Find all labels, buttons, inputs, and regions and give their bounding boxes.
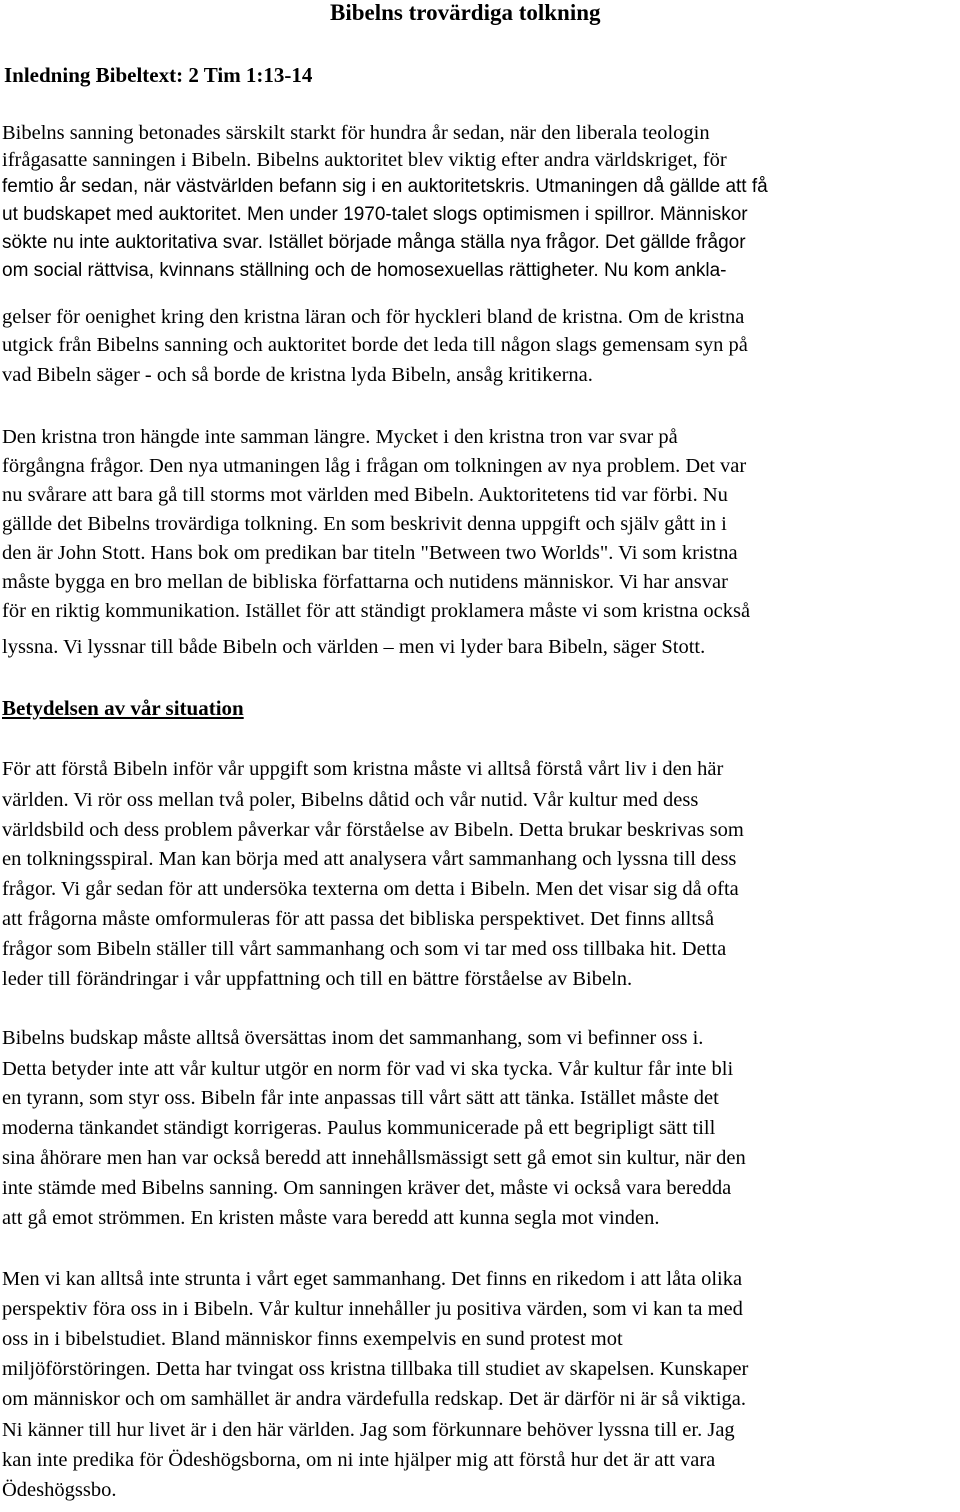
text-line: Bibelns sanning betonades särskilt starkt för hundra år sedan, när den liberala teologin: [2, 122, 710, 144]
text-line: femtio år sedan, när västvärlden befann sig i en auktoritetskris. Utmaningen då gällde att få: [2, 176, 768, 197]
text-line: frågor som Bibeln ställer till vårt sammanhang och som vi tar med oss tillbaka hit. Detta: [2, 938, 727, 960]
text-line: om människor och om samhället är andra värdefulla redskap. Det är därför ni är så viktiga.: [2, 1388, 746, 1410]
text-line: Men vi kan alltså inte strunta i vårt eget sammanhang. Det finns en rikedom i att låta olika: [2, 1268, 743, 1290]
text-line: sökte nu inte auktoritativa svar. Istället började många ställa nya frågor. Det gällde frågor: [2, 232, 746, 253]
text-line: en tolkningsspiral. Man kan börja med att analysera vårt sammanhang och lyssna till dess: [2, 848, 737, 870]
text-line: gelser för oenighet kring den kristna läran och för hyckleri bland de kristna. Om de kristna: [2, 306, 745, 328]
text-line: utgick från Bibelns sanning och auktoritet borde det leda till någon slags gemensam syn på: [2, 334, 748, 356]
document-title: Bibelns trovärdiga tolkning: [330, 0, 601, 25]
text-line: att gå emot strömmen. En kristen måste vara beredd att kunna segla mot vinden.: [2, 1207, 660, 1229]
text-line: För att förstå Bibeln inför vår uppgift som kristna måste vi alltså förstå vårt liv i den här: [2, 758, 724, 780]
text-line: gällde det Bibelns trovärdiga tolkning. En som beskrivit denna uppgift och själv gått in i: [2, 513, 727, 535]
section-heading-text: Betydelsen av vår situation: [2, 696, 244, 720]
text-line: sina åhörare men han var också beredd att innehållsmässigt sett gå emot sin kultur, när den: [2, 1147, 746, 1169]
text-line: inte stämde med Bibelns sanning. Om sanningen kräver det, måste vi också vara beredda: [2, 1177, 732, 1199]
text-line: ifrågasatte sanningen i Bibeln. Bibelns auktoritet blev viktig efter andra världskriget, för: [2, 149, 727, 171]
text-line: moderna tänkandet ständigt korrigeras. Paulus kommunicerade på ett begripligt sätt till: [2, 1117, 716, 1139]
text-line: kan inte predika för Ödeshögsborna, om ni inte hjälper mig att förstå hur det är att vara: [2, 1449, 716, 1471]
text-line: en tyrann, som styr oss. Bibeln får inte anpassas till vårt sätt att tänka. Istället måste det: [2, 1087, 719, 1109]
text-line: nu svårare att bara gå till storms mot världen med Bibeln. Auktoritetens tid var förbi. Nu: [2, 484, 728, 506]
text-line: att frågorna måste omformuleras för att passa det bibliska perspektivet. Det finns alltså: [2, 908, 715, 930]
text-line: frågor. Vi går sedan för att undersöka texterna om detta i Bibeln. Men det visar sig då ofta: [2, 878, 739, 900]
text-line: världen. Vi rör oss mellan två poler, Bibelns dåtid och vår nutid. Vår kultur med dess: [2, 789, 699, 811]
text-line: Den kristna tron hängde inte samman längre. Mycket i den kristna tron var svar på: [2, 426, 678, 448]
text-line: perspektiv föra oss in i Bibeln. Vår kultur innehåller ju positiva värden, som vi kan ta med: [2, 1298, 743, 1320]
text-line: måste bygga en bro mellan de bibliska författarna och nutidens människor. Vi har ansvar: [2, 571, 728, 593]
section-heading: [2, 694, 244, 722]
text-line: den är John Stott. Hans bok om predikan bar titeln "Between two Worlds". Vi som kristna: [2, 542, 738, 564]
text-line: oss in i bibelstudiet. Bland människor finns exempelvis en sund protest mot: [2, 1328, 623, 1350]
text-line: Detta betyder inte att vår kultur utgör en norm för vad vi ska tycka. Vår kultur får inte bli: [2, 1058, 734, 1080]
text-line: om social rättvisa, kvinnans ställning och de homosexuellas rättigheter. Nu kom ankla-: [2, 260, 727, 281]
text-line: Bibelns budskap måste alltså översättas inom det sammanhang, som vi befinner oss i.: [2, 1027, 704, 1049]
text-line: för en riktig kommunikation. Istället för att ständigt proklamera måste vi som kristna också: [2, 600, 751, 622]
text-line: miljöförstöringen. Detta har tvingat oss kristna tillbaka till studiet av skapelsen. Kunskaper: [2, 1358, 749, 1380]
text-line: Ni känner till hur livet är i den här världen. Jag som förkunnare behöver lyssna till er. Jag: [2, 1419, 735, 1441]
text-line: världsbild och dess problem påverkar vår förståelse av Bibeln. Detta brukar beskrivas som: [2, 819, 744, 841]
text-line: lyssna. Vi lyssnar till både Bibeln och världen – men vi lyder bara Bibeln, säger Stott.: [2, 636, 706, 658]
intro-heading: Inledning Bibeltext: 2 Tim 1:13-14: [4, 63, 313, 87]
text-line: Ödeshögssbo.: [2, 1479, 117, 1501]
text-line: leder till förändringar i vår uppfattning och till en bättre förståelse av Bibeln.: [2, 968, 633, 990]
text-line: ut budskapet med auktoritet. Men under 1970-talet slogs optimismen i spillror. Människor: [2, 204, 748, 225]
text-line: vad Bibeln säger - och så borde de kristna lyda Bibeln, ansåg kritikerna.: [2, 364, 593, 386]
text-line: förgångna frågor. Den nya utmaningen låg i frågan om tolkningen av nya problem. Det var: [2, 455, 747, 477]
